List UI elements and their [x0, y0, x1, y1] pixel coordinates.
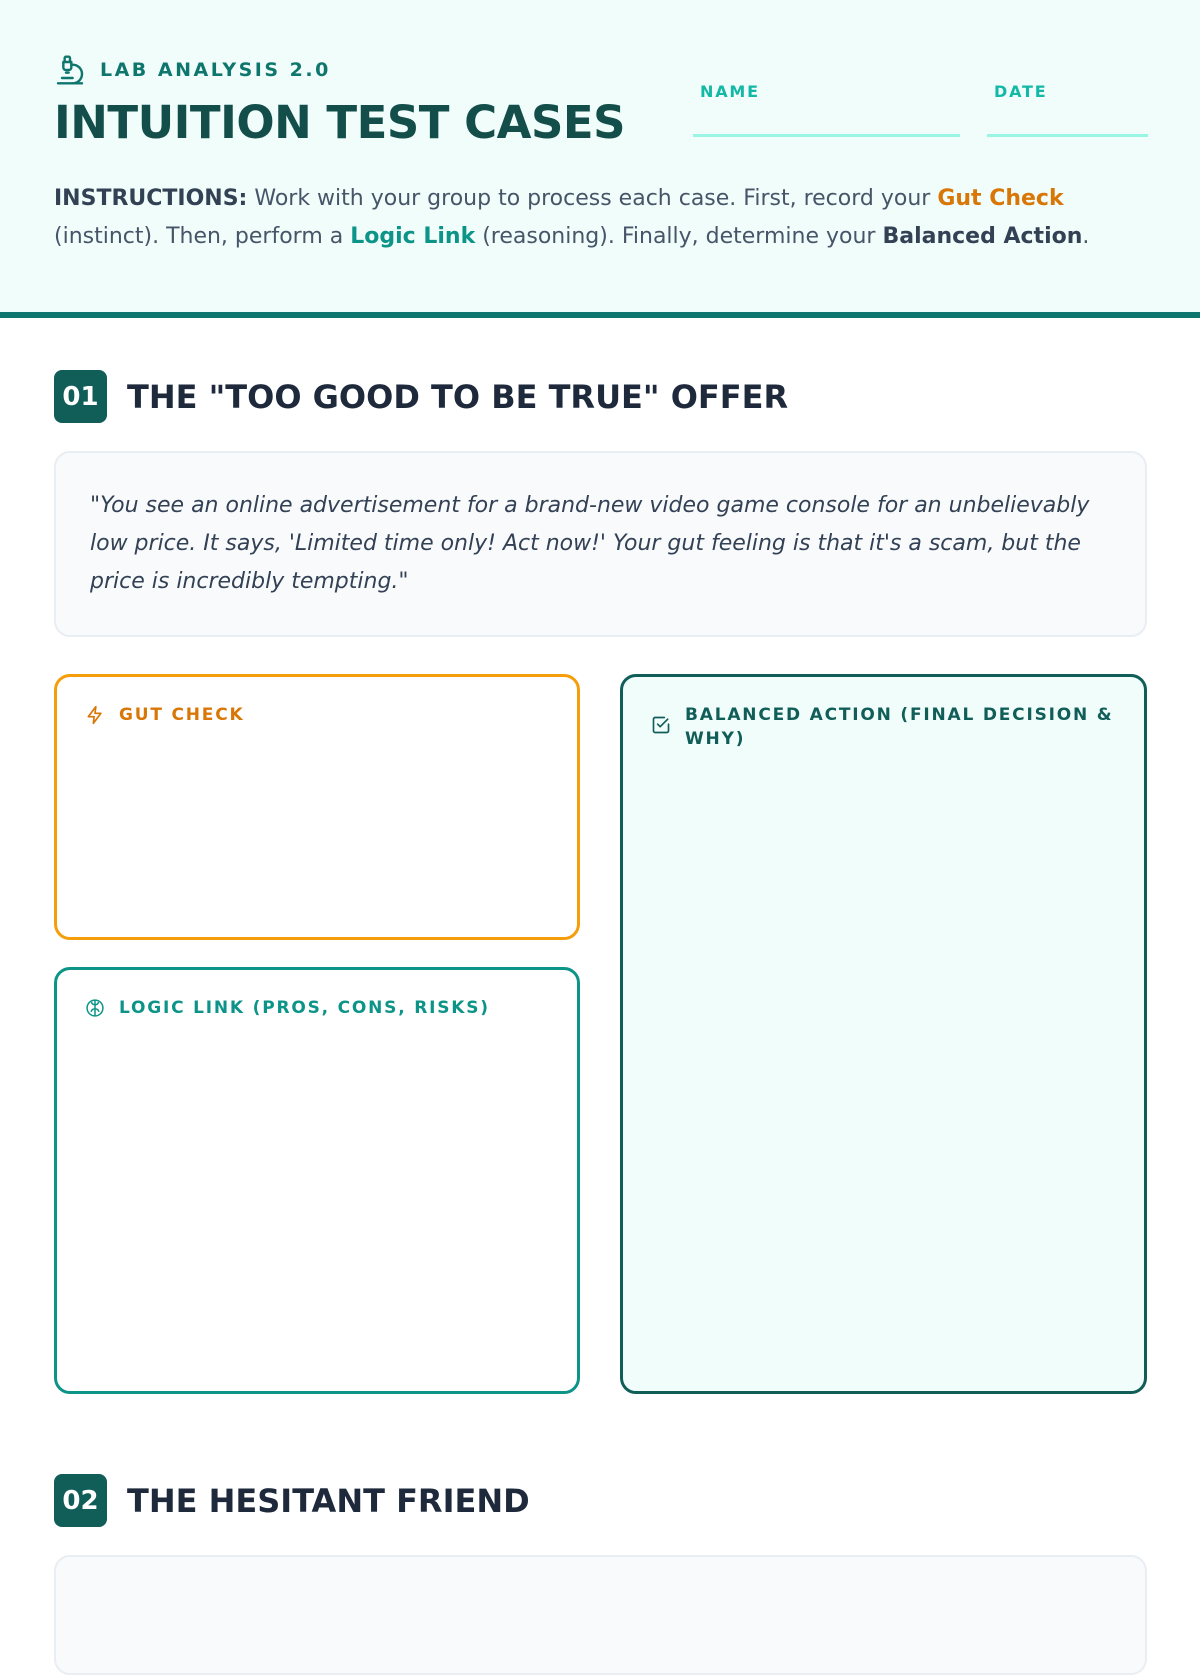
- balanced-action-label: BALANCED ACTION (FINAL DECISION & WHY): [685, 705, 1114, 749]
- case-01-scenario: "You see an online advertisement for a brand-new video game console for an unbelievably low price. It says, 'Limited time only! Act now!' Your gut feeling is that it's a scam, but the price is incredibly tempting.": [54, 451, 1147, 637]
- case-number-badge: 01: [54, 370, 107, 423]
- date-field[interactable]: [987, 82, 1148, 137]
- date-label: DATE: [994, 82, 1048, 101]
- checkbox-icon: [651, 715, 671, 735]
- case-number-badge: 02: [54, 1474, 107, 1527]
- worksheet-header: [0, 0, 1200, 318]
- case-title: THE HESITANT FRIEND: [127, 1481, 530, 1520]
- balanced-action-label-row: [651, 703, 1116, 751]
- logic-link-label-row: [85, 996, 549, 1020]
- case-02-heading: [54, 1474, 530, 1527]
- page-title: INTUITION TEST CASES: [54, 96, 626, 149]
- date-input-line[interactable]: [987, 134, 1148, 137]
- case-01-heading: [54, 370, 788, 423]
- instructions: [54, 180, 1154, 256]
- balanced-action-box[interactable]: [620, 674, 1147, 1394]
- instructions-balanced-action: Balanced Action: [882, 224, 1083, 249]
- logic-link-label: LOGIC LINK (PROS, CONS, RISKS): [119, 998, 490, 1018]
- case-title: THE "TOO GOOD TO BE TRUE" OFFER: [127, 377, 789, 416]
- instructions-text-1: Work with your group to process each case. First, record your: [247, 186, 938, 211]
- name-label: NAME: [700, 82, 760, 101]
- brand-row: [54, 54, 331, 86]
- gut-check-box[interactable]: [54, 674, 580, 940]
- name-field[interactable]: [693, 82, 960, 137]
- gut-check-label: GUT CHECK: [119, 705, 245, 725]
- instructions-lead: INSTRUCTIONS:: [54, 186, 248, 211]
- name-input-line[interactable]: [693, 134, 960, 137]
- microscope-icon: [54, 54, 86, 86]
- lightning-icon: [85, 705, 105, 725]
- brain-icon: [85, 998, 105, 1018]
- instructions-text-4: .: [1082, 224, 1090, 249]
- instructions-gut-check: Gut Check: [937, 186, 1064, 211]
- instructions-text-2: (instinct). Then, perform a: [54, 224, 351, 249]
- brand-label: LAB ANALYSIS 2.0: [100, 59, 331, 81]
- gut-check-label-row: [85, 703, 549, 727]
- case-02-scenario: [54, 1555, 1147, 1675]
- logic-link-box[interactable]: [54, 967, 580, 1394]
- instructions-logic-link: Logic Link: [350, 224, 476, 249]
- instructions-text-3: (reasoning). Finally, determine your: [475, 224, 883, 249]
